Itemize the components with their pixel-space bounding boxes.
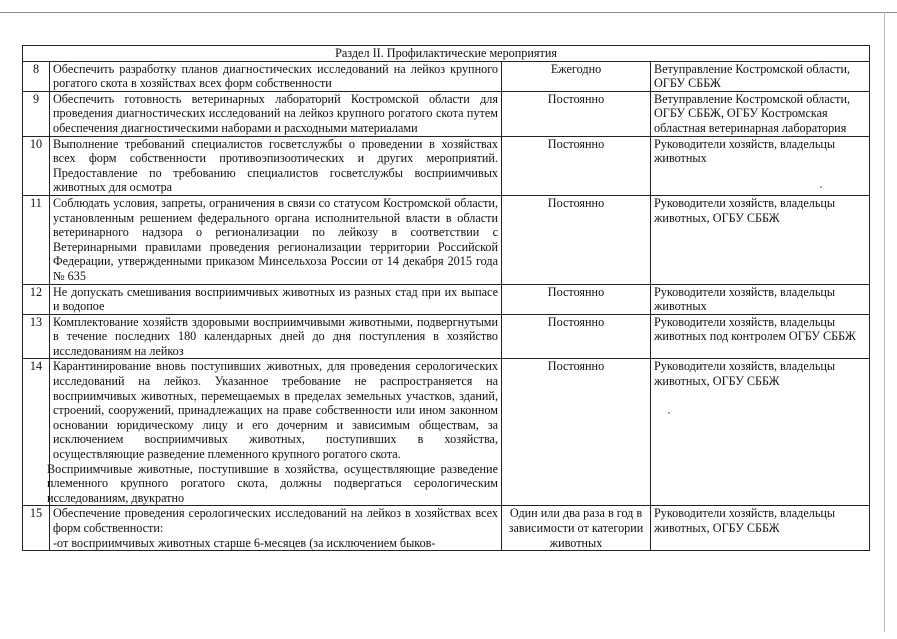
term-cell: Постоянно bbox=[502, 136, 651, 195]
measure-paragraph: Соблюдать условия, запреты, ограничения в связи со статусом Костромской области, установленным решением федерального органа исполнительной власти в области ветеринарного надзора о регионализации по лейкозу в соответствии с Ветеринарными правилами проведения регионализации территории Российской Федерации, утвержденными приказом Минсельхоза России от 14 декабря 2015 года № 635 bbox=[53, 195, 498, 283]
measure-text bbox=[50, 61, 502, 91]
measure-text bbox=[50, 195, 502, 284]
responsible-cell: Ветуправление Костромской области, ОГБУ СББЖ, ОГБУ Костромская областная ветеринарная лаборатория bbox=[651, 91, 870, 136]
measure-paragraph: Карантинирование вновь поступивших животных, для проведения серологических исследований на лейкоз. Указанное требование не распространяется на восприимчивых животных, перемещаемых в пределах земельных участков, зданий, строений, сооружений, принадлежащих на праве собственности или ином законном основании юридическому лицу и его дочерним и зависимым обществам, за исключением восприимчивых животных, поступивших в хозяйства, осуществляющие разведение племенного крупного рогатого скота. bbox=[53, 359, 498, 462]
measure-text bbox=[50, 506, 502, 551]
measure-paragraph: Выполнение требований специалистов госветслужбы о проведении в хозяйствах всех форм собственности противоэпизоотических и других мероприятий. Предоставление по требованию специалистов госветслужбы восприимчивых животных для осмотра bbox=[53, 136, 498, 195]
row-number: 14 bbox=[23, 359, 50, 506]
measure-text bbox=[50, 284, 502, 314]
term-cell: Постоянно bbox=[502, 195, 651, 284]
section-header-row bbox=[23, 46, 870, 62]
table-row bbox=[23, 61, 870, 91]
table-row bbox=[23, 314, 870, 359]
table-row bbox=[23, 136, 870, 195]
section-title: Раздел II. Профилактические мероприятия bbox=[23, 46, 870, 62]
term-cell: Постоянно bbox=[502, 284, 651, 314]
measure-paragraph: Восприимчивые животные, поступившие в хозяйства, осуществляющие разведение племенного крупного рогатого скота, должны подвергаться серологическим исследованиям, двукратно bbox=[47, 461, 498, 505]
measure-text bbox=[50, 314, 502, 359]
term-cell: Ежегодно bbox=[502, 61, 651, 91]
table-row bbox=[23, 359, 870, 506]
responsible-cell: Руководители хозяйств, владельцы животных bbox=[651, 284, 870, 314]
responsible-cell: Руководители хозяйств, владельцы животных bbox=[651, 136, 870, 195]
measures-table bbox=[22, 45, 870, 551]
table-row bbox=[23, 284, 870, 314]
row-number: 8 bbox=[23, 61, 50, 91]
scan-speck bbox=[668, 412, 670, 414]
measure-paragraph: Не допускать смешивания восприимчивых животных из разных стад при их выпасе и водопое bbox=[53, 284, 498, 314]
term-cell: Постоянно bbox=[502, 314, 651, 359]
responsible-cell: Руководители хозяйств, владельцы животных, ОГБУ СББЖ bbox=[651, 506, 870, 551]
term-cell: Постоянно bbox=[502, 359, 651, 506]
responsible-cell: Руководители хозяйств, владельцы животных под контролем ОГБУ СББЖ bbox=[651, 314, 870, 359]
table-row bbox=[23, 91, 870, 136]
page-right-edge bbox=[884, 12, 885, 632]
measure-paragraph: Комплектование хозяйств здоровыми восприимчивыми животными, подвергнутыми в течение последних 180 календарных дней до дня поступления в хозяйство исследованиям на лейкоз bbox=[53, 314, 498, 358]
measure-text bbox=[50, 91, 502, 136]
responsible-cell: Ветуправление Костромской области, ОГБУ СББЖ bbox=[651, 61, 870, 91]
row-number: 15 bbox=[23, 506, 50, 551]
measure-text bbox=[47, 359, 502, 506]
table-row bbox=[23, 506, 870, 551]
row-number: 12 bbox=[23, 284, 50, 314]
measure-paragraph: Обеспечение проведения серологических исследований на лейкоз в хозяйствах всех форм собственности: bbox=[53, 506, 498, 535]
row-number: 11 bbox=[23, 195, 50, 284]
row-number: 13 bbox=[23, 314, 50, 359]
measure-paragraph: Обеспечить разработку планов диагностических исследований на лейкоз крупного рогатого скота в хозяйствах всех форм собственности bbox=[53, 61, 498, 91]
measure-paragraph: -от восприимчивых животных старше 6-месяцев (за исключением быков- bbox=[53, 535, 436, 550]
responsible-cell: Руководители хозяйств, владельцы животных, ОГБУ СББЖ bbox=[651, 359, 870, 506]
row-number: 10 bbox=[23, 136, 50, 195]
measure-paragraph: Обеспечить готовность ветеринарных лабораторий Костромской области для проведения диагностических исследований на лейкоз крупного рогатого скота путем обеспечения диагностическими наборами и расходными материалами bbox=[53, 91, 498, 135]
responsible-cell: Руководители хозяйств, владельцы животных, ОГБУ СББЖ bbox=[651, 195, 870, 284]
page-top-edge bbox=[0, 12, 897, 13]
scan-speck bbox=[820, 186, 822, 188]
table-row bbox=[23, 195, 870, 284]
term-cell: Один или два раза в год в зависимости от категории животных bbox=[502, 506, 651, 551]
measure-text bbox=[50, 136, 502, 195]
row-number: 9 bbox=[23, 91, 50, 136]
term-cell: Постоянно bbox=[502, 91, 651, 136]
